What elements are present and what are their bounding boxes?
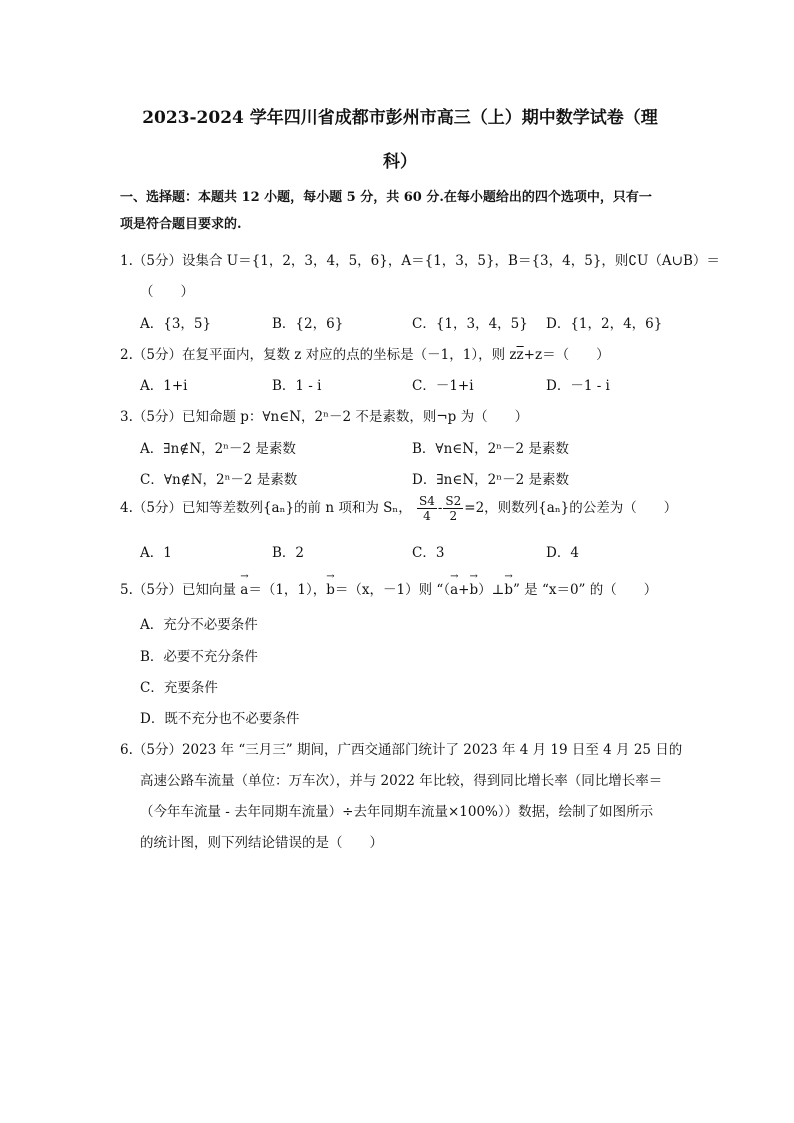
q2-zbar: $\overline{z}$	[516, 347, 524, 363]
q5-text-1: 5.（5分）已知向量	[120, 582, 241, 598]
q4-option-c[interactable]: C．3	[412, 545, 445, 561]
q4-fraction-s2	[443, 494, 463, 523]
q4-stem-text: 4.（5分）已知等差数列{aₙ}的前 n 项和为 Sₙ，	[120, 500, 412, 516]
q4-frac1-num: S4	[419, 494, 435, 508]
q4-fraction-s4	[417, 494, 437, 523]
q4-option-d[interactable]: D．4	[546, 545, 579, 561]
q1-option-a[interactable]: A．{3，5}	[140, 316, 212, 332]
title-line-1: 2023-2024 学年四川省成都市彭州市高三（上）期中数学试卷（理	[142, 108, 658, 128]
q5-option-d[interactable]: D．既不充分也不必要条件	[140, 711, 300, 727]
q2-z: z	[509, 347, 517, 363]
exam-title	[110, 96, 690, 184]
q2-option-c[interactable]: C．－1+i	[412, 378, 474, 394]
q6-stem-line-3: （今年车流量 - 去年同期车流量）÷去年同期车流量×100%））数据，绘制了如图所示	[140, 804, 654, 820]
q4-frac2-num: S2	[445, 494, 462, 508]
q5-option-a[interactable]: A．充分不必要条件	[140, 617, 258, 633]
section-heading-line-2: 项是符合题目要求的.	[120, 217, 242, 232]
title-line-2: 科）	[383, 152, 417, 172]
q5-vector-b-3: → b	[504, 582, 513, 598]
q4-stem-tail: =2，则数列{aₙ}的公差为（ ）	[464, 500, 678, 516]
q5-plus: +	[458, 582, 470, 598]
q2-stem-tail: +z＝（ ）	[523, 347, 610, 363]
q5-option-b[interactable]: B．必要不充分条件	[140, 649, 258, 665]
q2-option-d[interactable]: D．－1 - i	[546, 378, 610, 394]
q5-vector-a: → a	[240, 582, 248, 598]
q4-option-a[interactable]: A．1	[140, 545, 172, 561]
q5-vector-b-2: → b	[469, 582, 478, 598]
q4-frac2-den: 2	[449, 509, 458, 523]
q1-option-b[interactable]: B．{2，6}	[272, 316, 344, 332]
q3-option-b[interactable]: B．∀n∈N，2ⁿ－2 是素数	[412, 441, 569, 457]
q3-stem: 3.（5分）已知命题 p：∀n∈N，2ⁿ－2 不是素数，则¬p 为（ ）	[120, 409, 529, 425]
q3-option-d[interactable]: D．∃n∈N，2ⁿ－2 是素数	[412, 472, 569, 488]
q6-stem-line-4: 的统计图，则下列结论错误的是（ ）	[140, 835, 383, 851]
q5-text-2: ＝（1，1），	[248, 582, 327, 598]
section-heading-line-1: 一、选择题：本题共 12 小题，每小题 5 分，共 60 分.在每小题给出的四个选项中，只有一	[120, 190, 652, 205]
q1-option-c[interactable]: C．{1，3，4，5}	[412, 316, 528, 332]
q3-option-a[interactable]: A．∃n∉N，2ⁿ－2 是素数	[140, 441, 296, 457]
q5-vector-a-2: → a	[450, 582, 458, 598]
q5-option-c[interactable]: C．充要条件	[140, 680, 218, 696]
q2-option-b[interactable]: B．1 - i	[272, 378, 322, 394]
q4-frac1-den: 4	[423, 509, 431, 523]
q4-minus: -	[437, 500, 443, 516]
q1-option-d[interactable]: D．{1，2，4，6}	[546, 316, 663, 332]
q5-vector-b: → b	[326, 582, 335, 598]
q4-option-b[interactable]: B．2	[272, 545, 305, 561]
q5-stem	[120, 578, 657, 598]
q6-stem-line-2: 高速公路车流量（单位：万车次），并与 2022 年比较，得到同比增长率（同比增长率＝	[140, 773, 663, 789]
q2-stem-text: 2.（5分）在复平面内，复数 z 对应的点的坐标是（－1，1），则	[120, 347, 510, 363]
q1-stem-cont: （ ）	[140, 284, 194, 300]
q3-option-c[interactable]: C．∀n∉N，2ⁿ－2 是素数	[140, 472, 298, 488]
q2-option-a[interactable]: A．1+i	[140, 378, 188, 394]
q5-text-3: ＝（x，－1）则 “（	[334, 582, 451, 598]
q2-stem	[120, 343, 610, 363]
q4-stem	[120, 494, 677, 523]
q5-text-4: ）⊥	[478, 582, 505, 598]
q5-text-5: ” 是 “x＝0” 的（ ）	[512, 582, 658, 598]
q6-stem-line-1: 6.（5分）2023 年 “三月三” 期间，广西交通部门统计了 2023 年 4 月 19 日至 4 月 25 日的	[120, 742, 683, 758]
q1-stem: 1.（5分）设集合 U＝{1，2，3，4，5，6}，A＝{1，3，5}，B＝{3，4，5}，则∁U（A∪B）＝	[120, 253, 720, 269]
